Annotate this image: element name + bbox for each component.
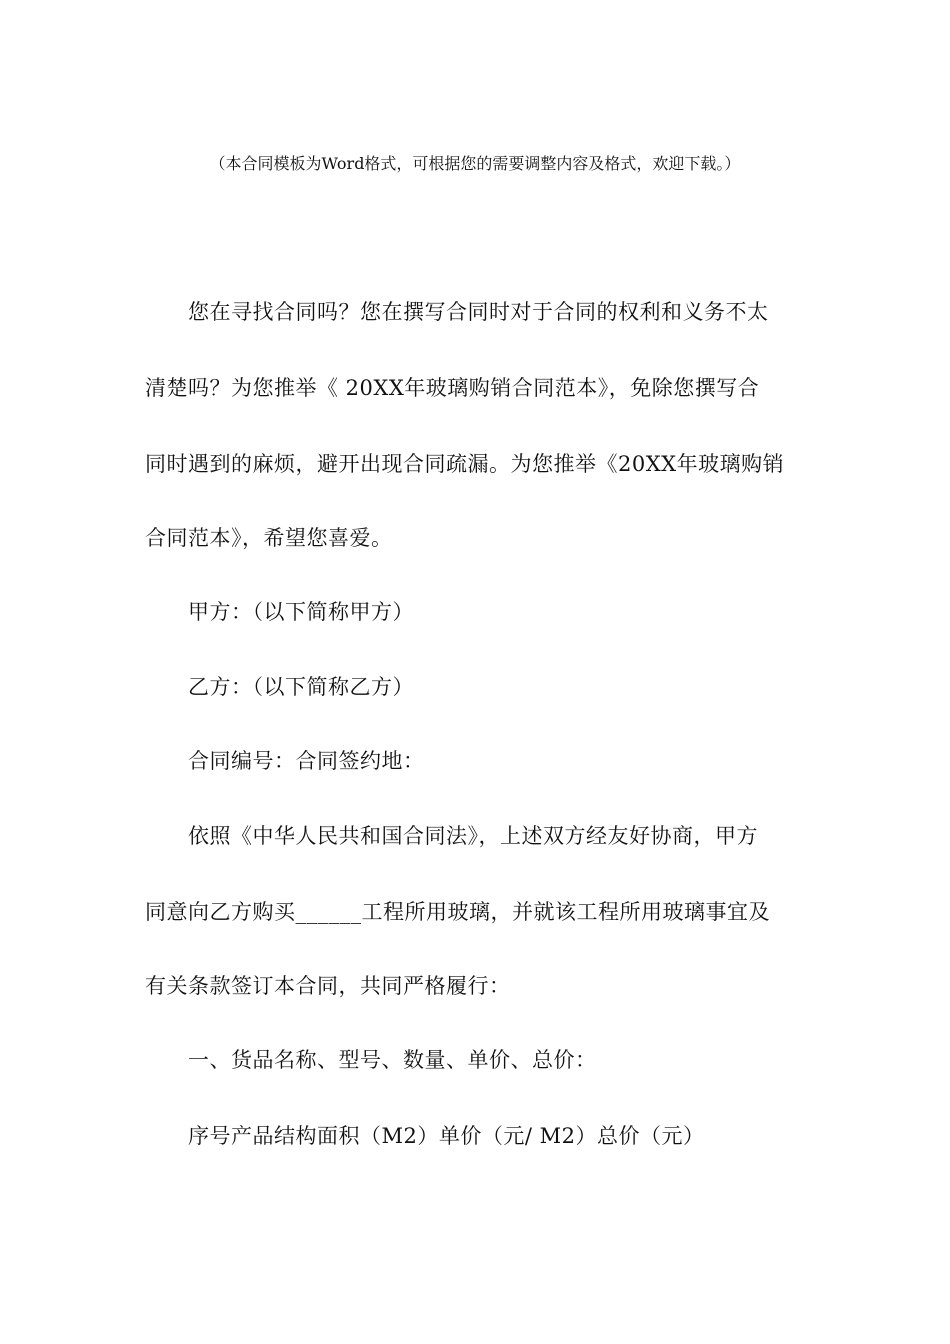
intro-line-1: 您在寻找合同吗？您在撰写合同时对于合同的权利和义务不太: [188, 300, 769, 324]
basis-line-1: 依照《中华人民共和国合同法》，上述双方经友好协商，甲方: [188, 824, 758, 848]
intro-line-2: 清楚吗？为您推举《 20XX年玻璃购销合同范本》，免除您撰写合: [145, 376, 760, 400]
basis-line-2: 同意向乙方购买______工程所用玻璃，并就该工程所用玻璃事宜及: [145, 900, 770, 924]
basis-line-3: 有关条款签订本合同，共同严格履行：: [145, 974, 511, 998]
party-a: 甲方：（以下简称甲方）: [188, 600, 414, 624]
section-1-title: 一、货品名称、型号、数量、单价、总价：: [188, 1048, 597, 1072]
table-header: 序号产品结构面积（M2）单价（元/ M2）总价（元）: [188, 1124, 705, 1148]
party-b: 乙方：（以下简称乙方）: [188, 675, 414, 699]
template-note: （本合同模板为Word格式，可根据您的需要调整内容及格式，欢迎下载。）: [209, 154, 741, 173]
intro-line-4: 合同范本》，希望您喜爱。: [145, 526, 393, 550]
intro-line-3: 同时遇到的麻烦，避开出现合同疏漏。为您推举《20XX年玻璃购销: [145, 452, 785, 476]
contract-info: 合同编号：合同签约地：: [188, 749, 425, 773]
